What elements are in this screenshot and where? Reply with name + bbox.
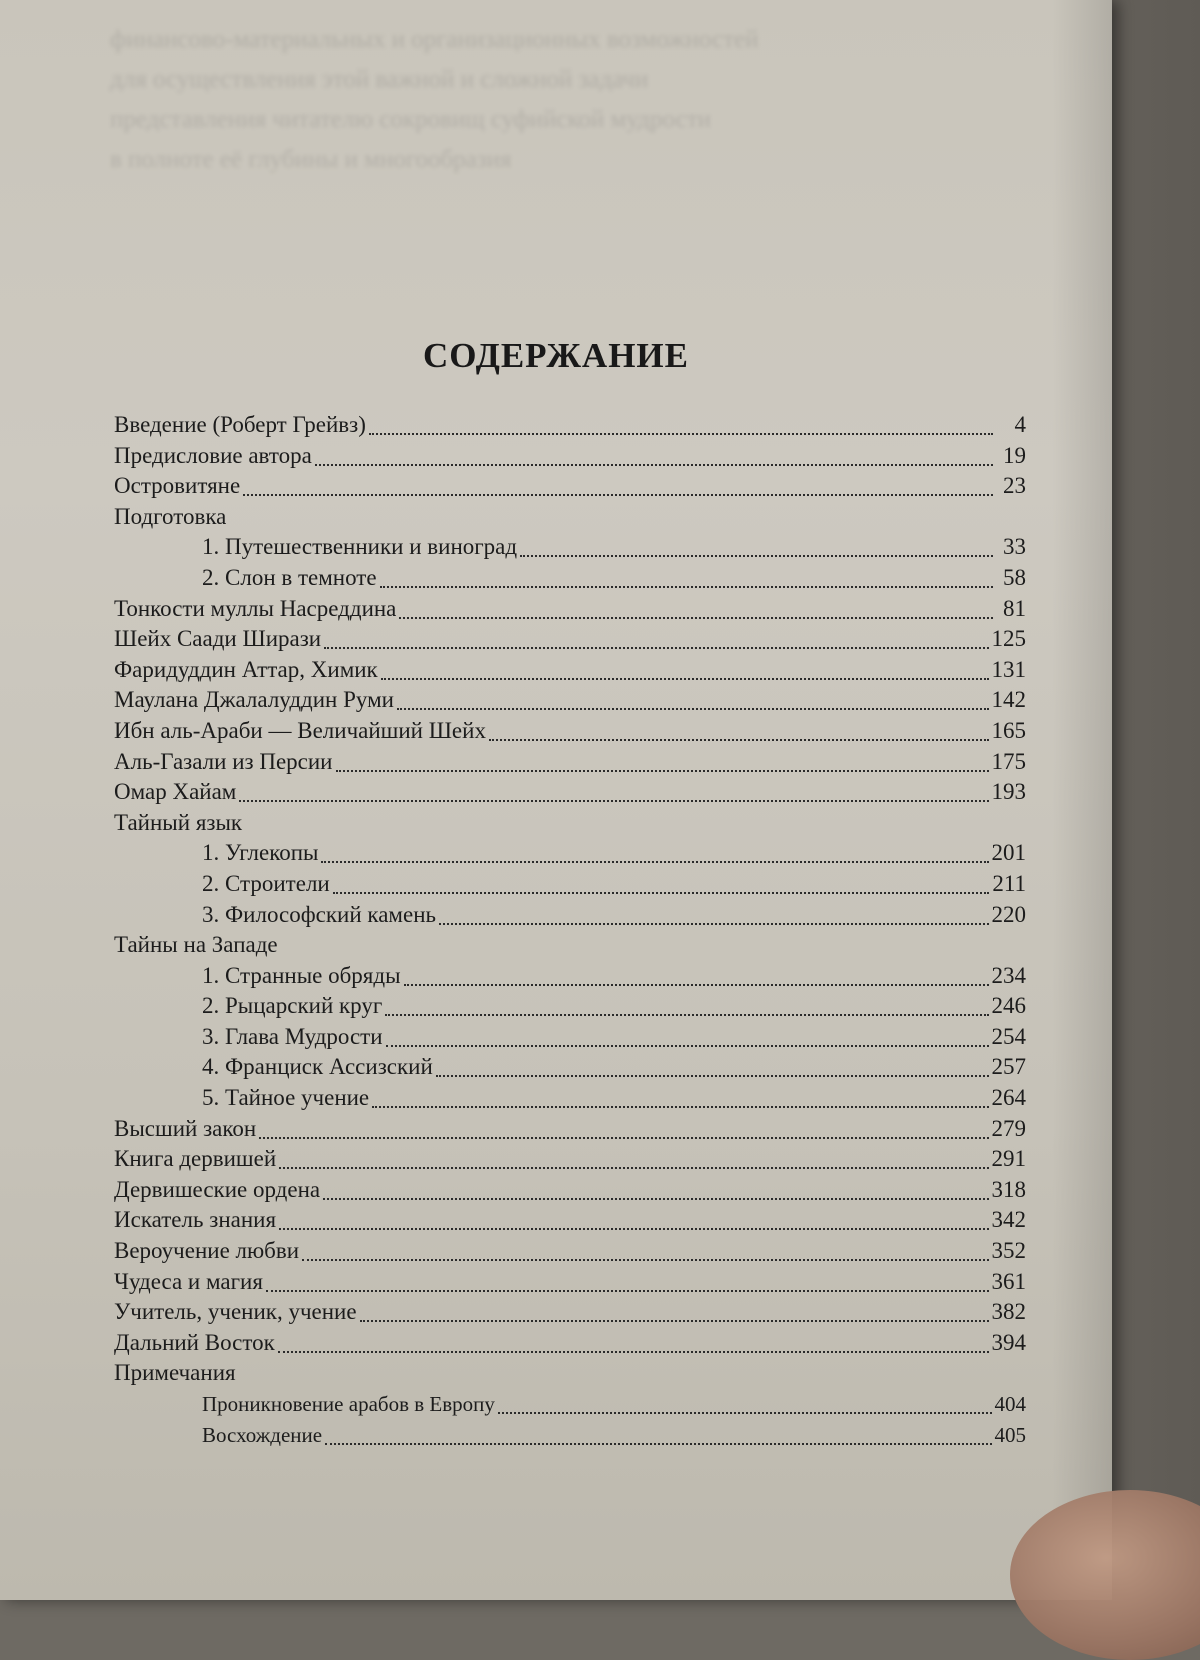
toc-page-number: 234: [991, 962, 1026, 988]
toc-entry-title: 2. Рыцарский круг: [202, 993, 383, 1019]
toc-page-number: 131: [991, 656, 1026, 682]
toc-entry[interactable]: [114, 1420, 1026, 1451]
dot-leader: [404, 984, 989, 986]
dot-leader: [278, 1351, 989, 1353]
toc-page-number: 165: [991, 717, 1026, 743]
toc-entry[interactable]: [114, 838, 1026, 869]
toc-page-number: 142: [991, 687, 1026, 713]
toc-page-number: 254: [991, 1023, 1026, 1049]
dot-leader: [498, 1412, 992, 1414]
toc-entry-title: Тайны на Западе: [114, 932, 278, 958]
toc-page-number: 394: [991, 1329, 1026, 1355]
toc-entry[interactable]: [114, 532, 1026, 563]
toc-page-number: 125: [991, 626, 1026, 652]
toc-entry[interactable]: [114, 1114, 1026, 1145]
dot-leader: [324, 647, 988, 649]
toc-entry-title: Дервишеские ордена: [114, 1176, 321, 1202]
toc-entry[interactable]: [114, 1328, 1026, 1359]
toc-page-number: 193: [991, 779, 1026, 805]
toc-entry-title: 2. Слон в темноте: [202, 564, 377, 590]
toc-entry[interactable]: [114, 655, 1026, 686]
toc-page-number: 175: [991, 748, 1026, 774]
toc-entry-title: Искатель знания: [114, 1207, 277, 1233]
dot-leader: [399, 617, 993, 619]
toc-page-number: 361: [991, 1268, 1026, 1294]
toc-entry[interactable]: [114, 1389, 1026, 1420]
toc-page-number: 246: [991, 993, 1026, 1019]
toc-entry[interactable]: [114, 563, 1026, 594]
dot-leader: [386, 1045, 989, 1047]
page-title: СОДЕРЖАНИЕ: [422, 336, 689, 375]
bleed-through-text: [110, 20, 990, 180]
toc-entry[interactable]: [114, 869, 1026, 900]
toc-entry-title: Фаридуддин Аттар, Химик: [114, 656, 378, 682]
dot-leader: [239, 800, 988, 802]
toc-entry[interactable]: [114, 1205, 1026, 1236]
toc-entry[interactable]: [114, 777, 1026, 808]
toc-entry-title: Дальний Восток: [114, 1329, 275, 1355]
bleed-through-line: для осуществления этой важной и сложной задачи: [110, 66, 649, 93]
dot-leader: [436, 1075, 989, 1077]
toc-entry-title: 2. Строители: [202, 870, 330, 896]
bleed-through-line: представления читателю сокровищ суфийской мудрости: [110, 106, 712, 133]
toc-entry[interactable]: [114, 991, 1026, 1022]
dot-leader: [520, 555, 993, 557]
toc-entry-title: 1. Странные обряды: [202, 962, 401, 988]
dot-leader: [489, 739, 989, 741]
toc-page-number: 220: [991, 901, 1026, 927]
dot-leader: [360, 1320, 989, 1322]
toc-entry-title: Тонкости муллы Насреддина: [114, 595, 397, 621]
dot-leader: [243, 494, 993, 496]
toc-entry[interactable]: [114, 624, 1026, 655]
toc-entry[interactable]: [114, 1144, 1026, 1175]
toc-entry[interactable]: [114, 900, 1026, 931]
toc-entry[interactable]: [114, 1297, 1026, 1328]
toc-entry-title: 3. Философский камень: [202, 901, 436, 927]
dot-leader: [302, 1259, 988, 1261]
toc-entry[interactable]: [114, 410, 1026, 441]
toc-entry-title: Островитяне: [114, 473, 241, 499]
dot-leader: [439, 923, 989, 925]
toc-entry-title: Маулана Джалалуддин Руми: [114, 687, 394, 713]
dot-leader: [333, 892, 990, 894]
toc-page-number: 342: [991, 1207, 1026, 1233]
toc-entry-title: Примечания: [114, 1360, 236, 1386]
dot-leader: [372, 1106, 988, 1108]
toc-entry-title: 1. Углекопы: [202, 840, 319, 866]
toc-entry-title: Проникновение арабов в Европу: [202, 1392, 495, 1416]
dot-leader: [323, 1198, 988, 1200]
toc-page-number: 405: [994, 1422, 1026, 1447]
toc-entry[interactable]: [114, 1022, 1026, 1053]
toc-section-heading[interactable]: [114, 808, 1026, 839]
bleed-through-line: финансово-материальных и организационных возможностей: [110, 26, 759, 53]
toc-entry[interactable]: [114, 747, 1026, 778]
dot-leader: [279, 1228, 988, 1230]
toc-page-number: 318: [991, 1176, 1026, 1202]
toc-entry-title: Шейх Саади Ширази: [114, 626, 322, 652]
toc-entry[interactable]: [114, 1083, 1026, 1114]
toc-entry-title: Введение (Роберт Грейвз): [114, 412, 366, 437]
dot-leader: [315, 464, 993, 466]
toc-page-number: 291: [991, 1146, 1026, 1172]
toc-entry-title: 4. Франциск Ассизский: [202, 1054, 433, 1080]
dot-leader: [259, 1137, 988, 1139]
toc-entry-title: Восхождение: [202, 1422, 323, 1447]
dot-leader: [369, 433, 993, 435]
dot-leader: [321, 861, 988, 863]
toc-page-number: 382: [991, 1299, 1026, 1325]
dot-leader: [325, 1443, 991, 1445]
toc-entry-title: 5. Тайное учение: [202, 1085, 370, 1111]
bleed-through-line: в полноте её глубины и многообразия: [110, 146, 512, 173]
dot-leader: [279, 1167, 988, 1169]
toc-entry-title: Чудеса и магия: [114, 1268, 263, 1294]
toc-entry-title: 1. Путешественники и виноград: [202, 534, 518, 560]
toc-entry[interactable]: [114, 685, 1026, 716]
toc-entry-title: Ибн аль-Араби — Величайший Шейх: [114, 717, 486, 743]
toc-page-number: 23: [1003, 473, 1026, 499]
toc-entry-title: Книга дервишей: [114, 1146, 277, 1172]
toc-page-number: 4: [1014, 412, 1026, 437]
toc-page-number: 81: [1003, 595, 1026, 621]
toc-section-heading[interactable]: [114, 502, 1026, 533]
toc-entry-title: Высший закон: [114, 1115, 257, 1141]
dot-leader: [336, 770, 989, 772]
toc-page-number: 279: [991, 1115, 1026, 1141]
table-of-contents: [114, 410, 1026, 1450]
toc-page-number: 404: [994, 1392, 1026, 1416]
toc-entry[interactable]: [114, 1175, 1026, 1206]
toc-entry-title: Тайный язык: [114, 809, 243, 835]
toc-entry[interactable]: [114, 961, 1026, 992]
dot-leader: [397, 708, 989, 710]
toc-page-number: 264: [991, 1085, 1026, 1111]
toc-entry[interactable]: [114, 471, 1026, 502]
toc-entry-title: Предисловие автора: [114, 442, 312, 468]
toc-section-heading[interactable]: [114, 1358, 1026, 1389]
toc-entry-title: Учитель, ученик, учение: [114, 1299, 357, 1325]
toc-entry[interactable]: [114, 716, 1026, 747]
toc-entry-title: Аль-Газали из Персии: [114, 748, 333, 774]
toc-section-heading[interactable]: [114, 930, 1026, 961]
toc-page-number: 211: [992, 870, 1026, 896]
toc-entry-title: Подготовка: [114, 503, 227, 529]
dot-leader: [385, 1014, 988, 1016]
toc-entry[interactable]: [114, 1267, 1026, 1298]
toc-page-number: 58: [1003, 564, 1026, 590]
toc-entry[interactable]: [114, 1236, 1026, 1267]
toc-page-number: 201: [991, 840, 1026, 866]
toc-entry-title: Вероучение любви: [114, 1238, 300, 1264]
toc-page-number: 19: [1003, 442, 1026, 468]
dot-leader: [380, 586, 993, 588]
toc-entry-title: Омар Хайам: [114, 779, 237, 805]
toc-entry-title: 3. Глава Мудрости: [202, 1023, 383, 1049]
toc-entry[interactable]: [114, 1052, 1026, 1083]
toc-entry[interactable]: [114, 594, 1026, 625]
dot-leader: [266, 1290, 989, 1292]
toc-page-number: 257: [991, 1054, 1026, 1080]
toc-entry[interactable]: [114, 441, 1026, 472]
dot-leader: [381, 678, 989, 680]
toc-page-number: 33: [1003, 534, 1026, 560]
toc-page-number: 352: [991, 1238, 1026, 1264]
